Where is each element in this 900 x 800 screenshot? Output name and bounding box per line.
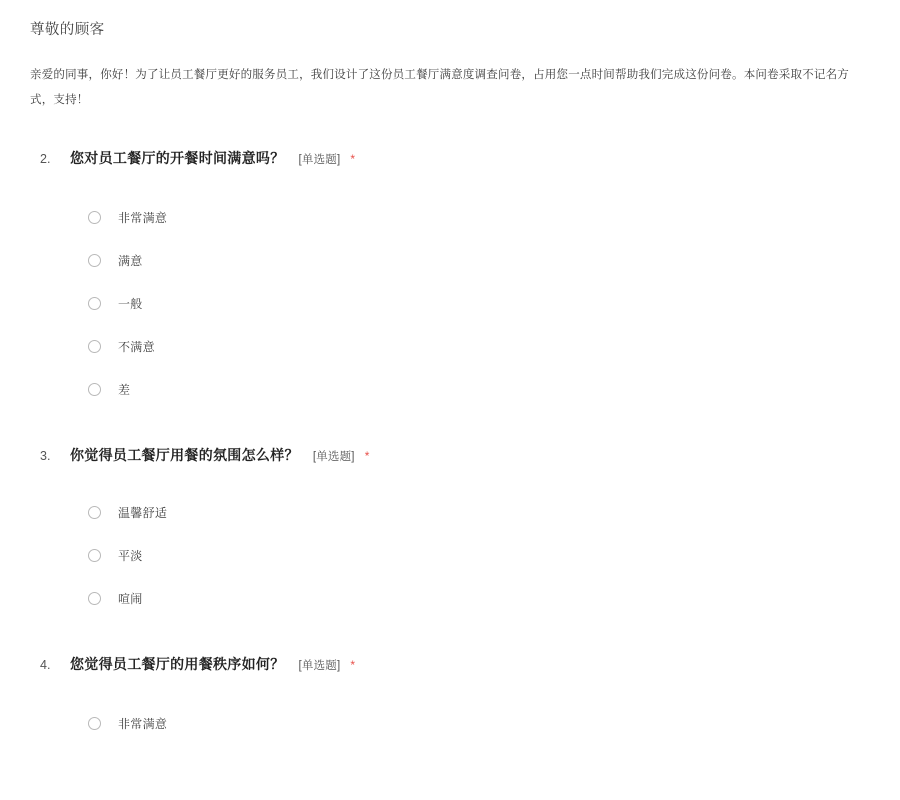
question-block <box>30 445 870 620</box>
option-list <box>30 702 870 745</box>
option-item[interactable] <box>88 325 870 368</box>
question-header <box>30 445 870 465</box>
option-label: 不满意 <box>118 339 155 354</box>
option-label: 差 <box>118 382 131 397</box>
radio-button-icon[interactable] <box>88 254 101 267</box>
question-number: 4. <box>40 657 51 672</box>
question-block <box>30 148 870 411</box>
required-asterisk: * <box>350 151 356 166</box>
radio-button-icon[interactable] <box>88 340 101 353</box>
question-number: 2. <box>40 151 51 166</box>
question-header <box>30 148 870 168</box>
question-title: 您觉得员工餐厅的用餐秩序如何？ <box>70 655 285 672</box>
option-label: 一般 <box>118 296 143 311</box>
option-label: 非常满意 <box>118 210 168 225</box>
radio-button-icon[interactable] <box>88 592 101 605</box>
radio-button-icon[interactable] <box>88 506 101 519</box>
option-item[interactable] <box>88 577 870 620</box>
question-type-label: [单选题] <box>298 659 341 672</box>
radio-button-icon[interactable] <box>88 211 101 224</box>
radio-button-icon[interactable] <box>88 717 101 730</box>
question-title: 你觉得员工餐厅用餐的氛围怎么样？ <box>70 446 299 463</box>
page-title: 尊敬的顾客 <box>30 22 105 38</box>
option-label: 温馨舒适 <box>118 505 168 520</box>
radio-button-icon[interactable] <box>88 383 101 396</box>
option-item[interactable] <box>88 534 870 577</box>
option-item[interactable] <box>88 239 870 282</box>
radio-button-icon[interactable] <box>88 297 101 310</box>
question-number: 3. <box>40 448 51 463</box>
option-item[interactable] <box>88 491 870 534</box>
option-item[interactable] <box>88 702 870 745</box>
radio-button-icon[interactable] <box>88 549 101 562</box>
option-item[interactable] <box>88 368 870 411</box>
option-label: 非常满意 <box>118 716 168 731</box>
required-asterisk: * <box>350 657 356 672</box>
survey-intro-text: 亲爱的同事，你好！为了让员工餐厅更好的服务员工，我们设计了这份员工餐厅满意度调查问卷，占用您一点时间帮助我们完成这份问卷。本问卷采取不记名方式，支持！ <box>30 69 849 107</box>
question-type-label: [单选题] <box>312 450 355 463</box>
question-header <box>30 654 870 674</box>
question-type-label: [单选题] <box>298 153 341 166</box>
option-item[interactable] <box>88 196 870 239</box>
option-list <box>30 196 870 411</box>
option-label: 满意 <box>118 253 143 268</box>
option-label: 喧闹 <box>118 591 143 606</box>
option-label: 平淡 <box>118 548 143 563</box>
question-title: 您对员工餐厅的开餐时间满意吗？ <box>70 149 285 166</box>
option-list <box>30 491 870 620</box>
required-asterisk: * <box>364 448 370 463</box>
option-item[interactable] <box>88 282 870 325</box>
question-block <box>30 654 870 745</box>
